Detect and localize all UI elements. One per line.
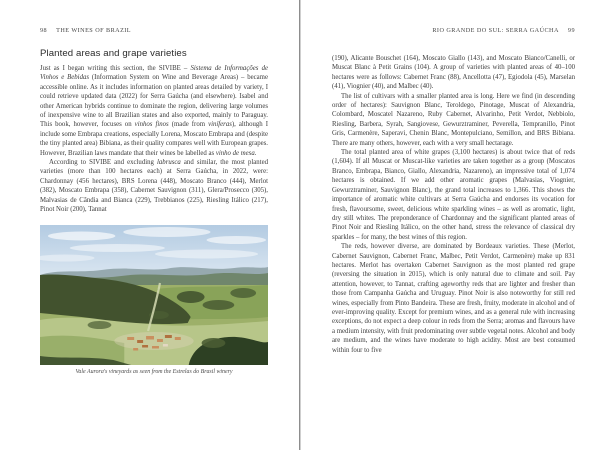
left-page-number: 98	[40, 27, 48, 34]
left-page-content	[40, 48, 268, 376]
section-heading: Planted areas and grape varieties	[40, 48, 187, 59]
left-running-header	[40, 27, 268, 34]
vineyard-landscape-illustration	[40, 225, 268, 365]
paragraph: (190), Alicante Bouschet (164), Moscato Giallo (143), and Moscato Bianco/Canelli, or Muscat Blanc à Petit Grains (104). A group of varieties with planted areas of 40–100 hectares were as follows: Cabernet Franc (88), Ancellotta (47), Egiodola (45), Marselan (41), Viognier (40), and Malbec (40).	[332, 55, 575, 91]
paragraph: Just as I began writing this section, the SIVIBE – Sistema de Informações de Vinhos e Bebidas (Information System on Wine and Beverage Areas) – became accessible online. As it includes information on planted areas detailed by variety, I could retrieve updated data (2022) for Serra Gaúcha (and elsewhere). Isabel and other American hybrids continue to dominate the region, delivering large volumes of inexpensive wine to all Brazilian states and also exported, mainly to Paraguay. This book, however, focuses on vinhos finos (made from viníferas), although I include some Embrapa creations, especially Lorena, Moscato Embrapa and (despite the tiny planted area) Bibiana, as their quality compares well with European grapes. However, Brazilian laws mandate that their wines be labelled as vinho de mesa.	[40, 65, 268, 157]
left-running-title: THE WINES OF BRAZIL	[56, 27, 132, 34]
right-page-content	[332, 54, 575, 355]
right-page-number: 99	[567, 27, 575, 34]
paragraph: According to SIVIBE and excluding labrusca and similar, the most planted varieties (more than 100 hectares each) at Serra Gaúcha, in 2022, were: Chardonnay (456 hectares), BRS Lorena (448), Moscato Branco (444), Merlot (382), Moscato Embrapa (358), Cabernet Sauvignon (311), Glera/Prosecco (305), Malvasias de Cândia and Bianca (229), Trebbianos (225), Riesling Itálico (217), Pinot Noir (200), Tannat	[40, 159, 268, 214]
right-page	[300, 0, 600, 450]
paragraph: The reds, however diverse, are dominated by Bordeaux varieties. These (Merlot, Cabernet Sauvignon, Cabernet Franc, Malbec, Petit Verdot, Carmenère) make up 831 hectares. Merlot has overtaken Cabernet Sauvignon as the most planted red grape (reversing the situation in 2015), which is only natural due to climate and soil. Pay attention, however, to Tannat, crafting ageworthy reds that are lighter and fresher than those from Campanha Gaúcha and Uruguay. Pinot Noir is also noteworthy for still red wines, especially from Pinto Bandeira. These are fresh, fruity, moderate in alcohol and of ever-improving quality. Except for premium wines, and as a general rule with increasing exceptions, do not expect a deep colour in reds from the Serra; aromas and flavours have a medium intensity, with fruit predominating over subtle vegetal notes. Alcohol and body are medium, and the wines have moderate to high acidity. Most are best consumed within four to five	[332, 243, 575, 354]
page-divider	[299, 0, 301, 450]
paragraph: The list of cultivars with a smaller planted area is long. Here we find (in descending order of hectares): Sauvignon Blanc, Teroldego, Pinotage, Muscat of Alexandria, Colombard, Moscatel Nazareno, Ruby Cabernet, Alvarinho, Petit Verdot, Nebbiolo, Riesling, Barbera, Syrah, Sangiovese, Gewurztraminer, Peverella, Tempranillo, Pinot Gris, Carmenère, Saperavi, Chenin Blanc, Montepulciano, Semillon, and BRS Bibiana. There are many others, however, each with a very small hectarage.	[332, 92, 575, 147]
photo-caption: Vale Aurora's vineyards as seen from the Estrelas do Brasil winery	[75, 368, 233, 375]
right-running-title: RIO GRANDE DO SUL: SERRA GAÚCHA	[432, 27, 559, 34]
paragraph: The total planted area of white grapes (3,100 hectares) is about twice that of reds (1,604). If all Muscat or Muscat-like varieties are taken together as a group (Moscatos Branco, Embrapa, Bianco, Giallo, Alexandria, Nazareno), an impressive total of 1,074 hectares is obtained. If we add other aromatic grapes (Malvasias, Viognier, Gewurztraminer, Sauvignon Blanc), the grand total increases to 1,366. This shows the importance of aromatic white cultivars at Serra Gaúcha and endorses its vocation for fresh, flavoursome, sweet, delicious white sparkling wines – as well as aromatic, light, dry still whites. The preponderance of Chardonnay and the significant planted areas of Pinot Noir and Riesling Itálico, on the other hand, stress the relevance of classical dry sparkles – for many, the best wines of this region.	[332, 149, 575, 241]
vineyard-photo	[40, 225, 268, 365]
vineyard-photo-figure	[40, 225, 268, 376]
right-running-header	[332, 27, 575, 34]
